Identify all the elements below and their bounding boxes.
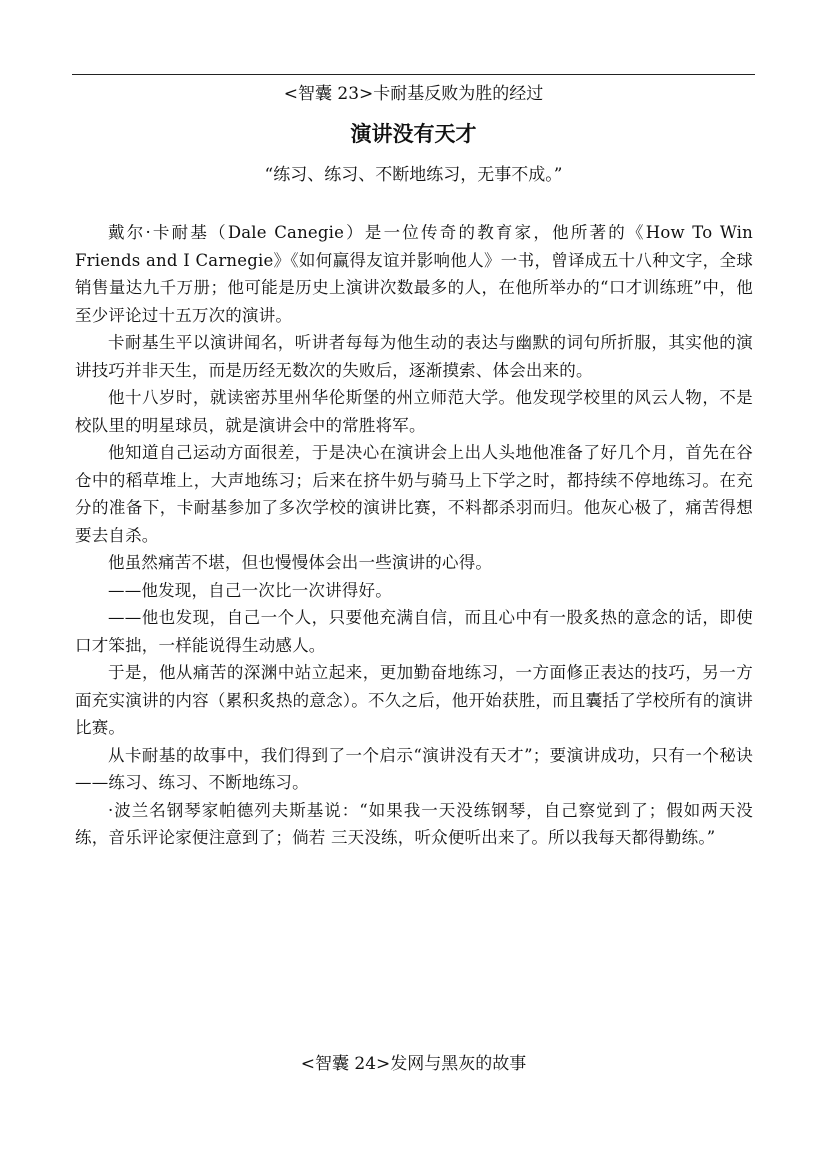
paragraph: ·波兰名钢琴家帕德列夫斯基说：“如果我一天没练钢琴，自己察觉到了；假如两天没练，音乐评论家便注意到了；倘若 三天没练，听众便听出来了。所以我每天都得勤练。”	[75, 800, 753, 847]
article-title: 演讲没有天才	[350, 121, 477, 146]
paragraph: 从卡耐基的故事中，我们得到了一个启示“演讲没有天才”；要演讲成功，只有一个秘诀——练习、练习、不断地练习。	[75, 745, 753, 792]
paragraph: 他虽然痛苦不堪，但也慢慢体会出一些演讲的心得。	[108, 553, 493, 572]
next-section-header: <智囊 24>发网与黑灰的故事	[300, 1054, 527, 1074]
paragraph: 他十八岁时，就读密苏里州华伦斯堡的州立师范大学。他发现学校里的风云人物，不是校队里的明星球员，就是演讲会中的常胜将军。	[75, 388, 753, 435]
paragraph: 他知道自己运动方面很差，于是决心在演讲会上出人头地他准备了好几个月，首先在谷仓中的稻草堆上，大声地练习；后来在挤牛奶与骑马上下学之时，都持续不停地练习。在充分的准备下，卡耐基参加了多次学校的演讲比赛，不料都杀羽而归。他灰心极了，痛苦得想要去自杀。	[75, 443, 753, 545]
article-epigraph: “练习、练习、不断地练习，无事不成。”	[264, 165, 563, 185]
paragraph: 于是，他从痛苦的深渊中站立起来，更加勤奋地练习，一方面修正表达的技巧，另一方面充实演讲的内容（累积炙热的意念）。不久之后，他开始获胜，而且囊括了学校所有的演讲比赛。	[75, 663, 753, 737]
paragraph: 卡耐基生平以演讲闻名，听讲者每每为他生动的表达与幽默的词句所折服，其实他的演讲技巧并非天生，而是历经无数次的失败后，逐渐摸索、体会出来的。	[75, 333, 753, 380]
article-body	[75, 219, 753, 852]
paragraph: ——他也发现，自己一个人，只要他充满自信，而且心中有一股炙热的意念的话，即使口才笨拙，一样能说得生动感人。	[75, 608, 753, 655]
section-header: <智囊 23>卡耐基反败为胜的经过	[283, 84, 544, 104]
header-rule	[72, 74, 755, 75]
paragraph: ——他发现，自己一次比一次讲得好。	[108, 580, 392, 600]
paragraph: 戴尔·卡耐基（Dale Canegie）是一位传奇的教育家，他所著的《How To Win Friends and I Carnegie》《如何赢得友谊并影响他人》一书，曾译成五十八种文字，全球销售量达九千万册；他可能是历史上演讲次数最多的人，在他所举办的“口才训练班”中，他至少评论过十五万次的演讲。	[75, 223, 753, 325]
